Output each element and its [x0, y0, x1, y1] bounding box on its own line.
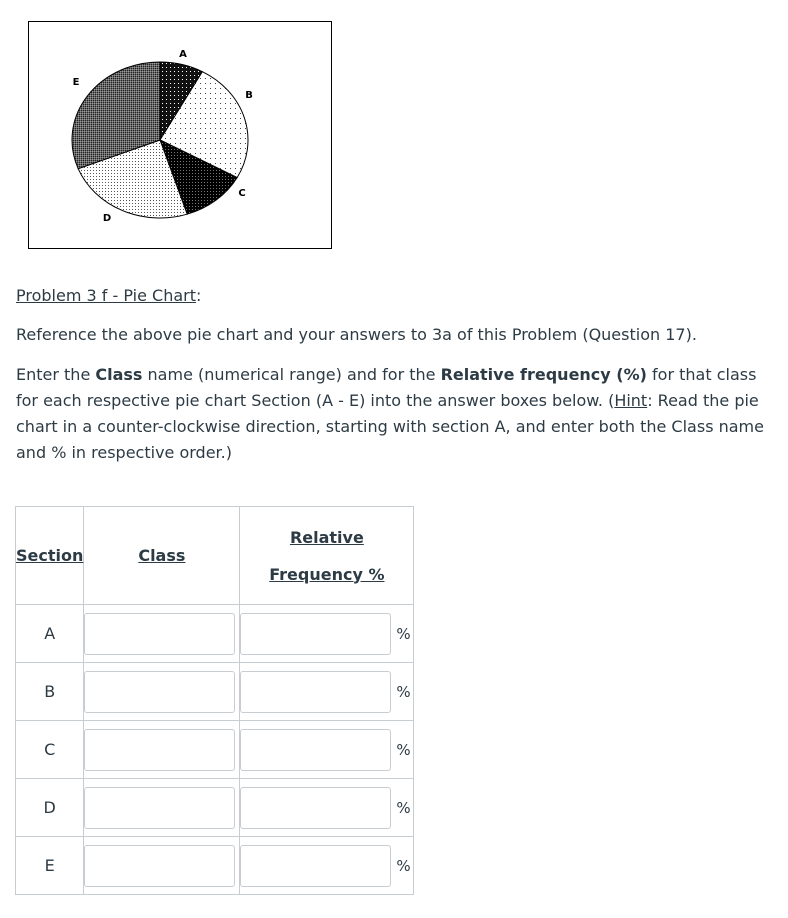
section-cell: E: [16, 837, 84, 895]
problem-heading-text: Problem 3 f - Pie Chart: [16, 286, 196, 305]
header-section-label: Section: [16, 546, 84, 565]
class-input-d[interactable]: [84, 787, 235, 829]
rf-input-e[interactable]: [240, 845, 391, 887]
class-cell: [84, 721, 240, 779]
section-cell: C: [16, 721, 84, 779]
table-row: [16, 779, 414, 837]
rf-wrap: [240, 845, 413, 887]
class-input-b[interactable]: [84, 671, 235, 713]
instruction-reference: Reference the above pie chart and your answers to 3a of this Problem (Question 17).: [16, 325, 697, 344]
rf-cell: [240, 721, 414, 779]
section-cell: A: [16, 605, 84, 663]
answer-table: [15, 506, 414, 895]
class-cell: [84, 663, 240, 721]
rf-input-d[interactable]: [240, 787, 391, 829]
header-class: [84, 507, 240, 605]
instruction-text: for that class for each respective pie chart Section (A - E) into the answer boxes below. (: [16, 365, 757, 410]
class-cell: [84, 779, 240, 837]
pie-label-c: C: [238, 188, 246, 199]
instruction-text: name (numerical range) and for the: [142, 365, 441, 384]
rf-cell: [240, 837, 414, 895]
table-row: [16, 605, 414, 663]
rf-wrap: [240, 787, 413, 829]
table-row: [16, 837, 414, 895]
percent-sign: %: [396, 740, 411, 759]
pie-chart: [29, 22, 331, 248]
percent-sign: %: [396, 798, 411, 817]
pie-chart-frame: [28, 21, 332, 249]
class-cell: [84, 605, 240, 663]
section-cell: B: [16, 663, 84, 721]
instruction-text: : Read the pie chart in a counter-clockwise direction, starting with section A, and enter both the Class name and % in respective order.): [16, 391, 764, 462]
instruction-bold-rf: Relative frequency (%): [440, 365, 647, 384]
hint-label: Hint: [614, 391, 648, 410]
table-row: [16, 721, 414, 779]
pie-label-b: B: [245, 90, 253, 101]
rf-cell: [240, 605, 414, 663]
rf-wrap: [240, 613, 413, 655]
section-cell: D: [16, 779, 84, 837]
table-row: [16, 663, 414, 721]
answer-table-header: [16, 507, 414, 605]
rf-wrap: [240, 729, 413, 771]
rf-input-b[interactable]: [240, 671, 391, 713]
header-section: [16, 507, 84, 605]
rf-input-c[interactable]: [240, 729, 391, 771]
header-relative-frequency: [240, 507, 414, 605]
percent-sign: %: [396, 624, 411, 643]
problem-heading-colon: :: [195, 286, 202, 305]
instruction-bold-class: Class: [95, 365, 143, 384]
rf-input-a[interactable]: [240, 613, 391, 655]
header-rf-line1: Relative: [289, 527, 364, 547]
rf-cell: [240, 663, 414, 721]
class-input-a[interactable]: [84, 613, 235, 655]
problem-heading: [16, 283, 766, 309]
percent-sign: %: [396, 856, 411, 875]
rf-wrap: [240, 671, 413, 713]
rf-cell: [240, 779, 414, 837]
class-input-e[interactable]: [84, 845, 235, 887]
class-input-c[interactable]: [84, 729, 235, 771]
header-rf-line2: Frequency %: [269, 564, 385, 584]
instruction-enter: [16, 362, 766, 466]
percent-sign: %: [396, 682, 411, 701]
pie-label-d: D: [102, 213, 112, 224]
pie-label-a: A: [179, 49, 187, 60]
instruction-text: Enter the: [16, 365, 96, 384]
pie-label-e: E: [72, 77, 80, 88]
header-class-label: Class: [138, 546, 186, 565]
class-cell: [84, 837, 240, 895]
